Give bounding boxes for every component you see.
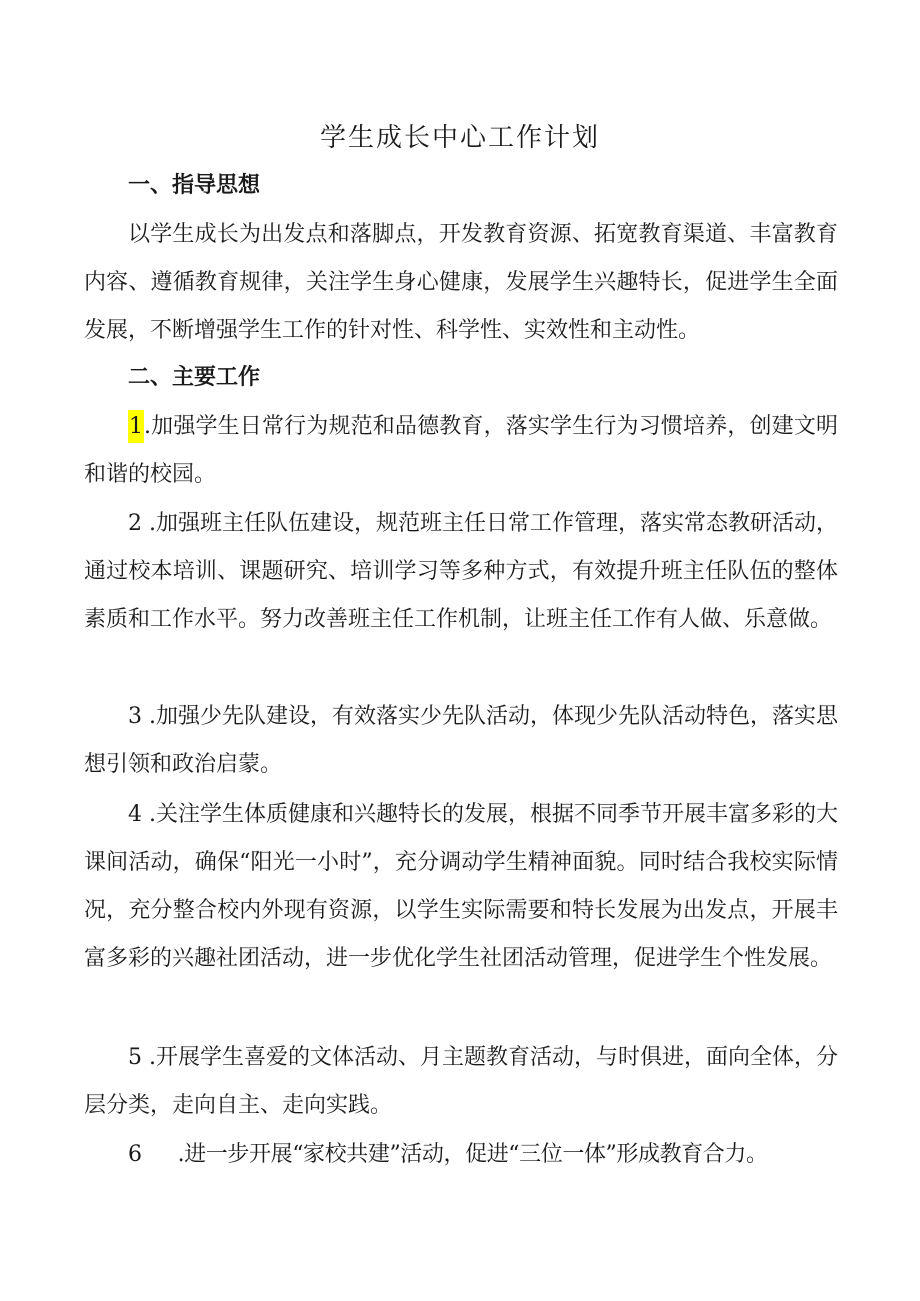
- work-item-text: .关注学生体质健康和兴趣特长的发展，根据不同季节开展丰富多彩的大课间活动，确保“阳光一小时”，充分调动学生精神面貌。同时结合我校实际情况，充分整合校内外现有资源，以学生实际需要和特长发展为出发点，开展丰富多彩的兴趣社团活动，进一步优化学生社团活动管理，促进学生个性发展。: [84, 802, 838, 971]
- work-item-number: 2: [128, 511, 142, 536]
- work-item-5: [84, 1034, 838, 1130]
- page-title: 学生成长中心工作计划: [319, 123, 600, 153]
- work-item-1: [84, 403, 838, 499]
- work-item-text: .进一步开展“家校共建”活动，促进“三位一体”形成教育合力。: [177, 1142, 768, 1167]
- section-heading-main-work: 二、主要工作: [128, 365, 261, 390]
- work-item-text: .加强学生日常行为规范和品德教育，落实学生行为习惯培养，创建文明和谐的校园。: [84, 414, 838, 487]
- work-item-4: [84, 791, 838, 983]
- work-item-number: 3: [128, 704, 142, 729]
- highlighted-number: 1: [128, 410, 144, 443]
- work-item-number: 5: [128, 1045, 142, 1070]
- guiding-ideology-paragraph: 以学生成长为出发点和落脚点，开发教育资源、拓宽教育渠道、丰富教育内容、遵循教育规律，关注学生身心健康，发展学生兴趣特长，促进学生全面发展，不断增强学生工作的针对性、科学性、实效性和主动性。: [84, 222, 838, 343]
- section-heading-guiding-ideology: 一、指导思想: [128, 173, 261, 198]
- work-item-6: [84, 1131, 838, 1179]
- work-item-number: 4: [128, 802, 142, 827]
- work-item-number: 6: [128, 1142, 142, 1167]
- work-item-text: .加强少先队建设，有效落实少先队活动，体现少先队活动特色，落实思想引领和政治启蒙。: [84, 704, 838, 777]
- work-item-2: [84, 500, 838, 644]
- work-item-text: .加强班主任队伍建设，规范班主任日常工作管理，落实常态教研活动，通过校本培训、课题研究、培训学习等多种方式，有效提升班主任队伍的整体素质和工作水平。努力改善班主任工作机制，让班主任工作有人做、乐意做。: [84, 511, 838, 632]
- work-item-3: [84, 693, 838, 789]
- work-item-text: .开展学生喜爱的文体活动、月主题教育活动，与时俱进，面向全体，分层分类，走向自主、走向实践。: [84, 1045, 838, 1118]
